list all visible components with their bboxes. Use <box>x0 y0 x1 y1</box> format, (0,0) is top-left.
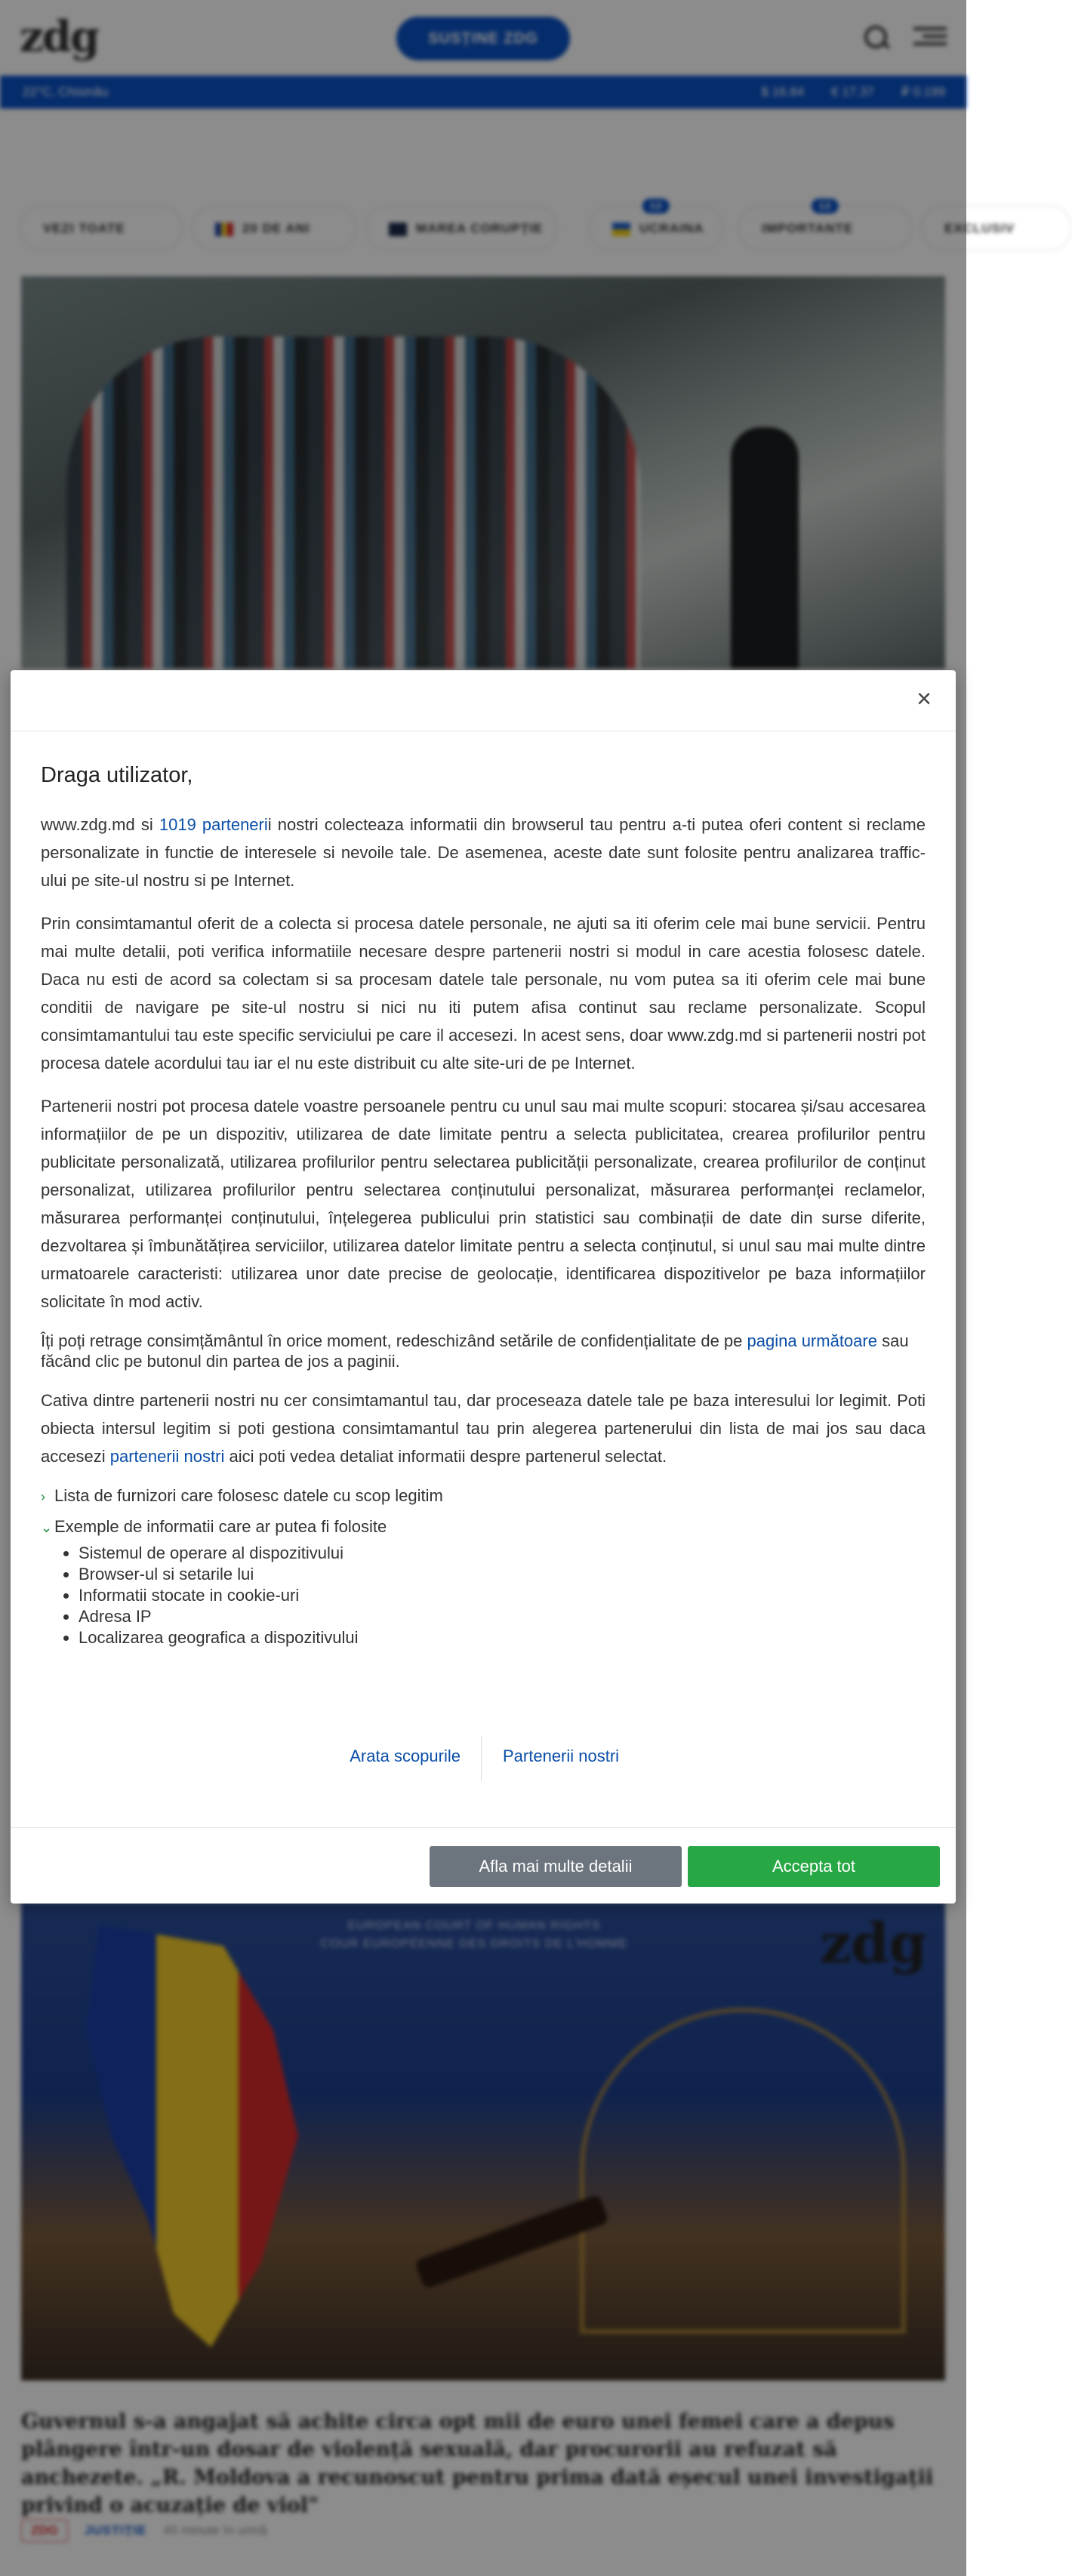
list-item: • Localizarea geografica a dispozitivului <box>79 1627 926 1648</box>
court-sign: EUROPEAN COURT OF HUMAN RIGHTS COUR EUROPÉENNE DES DROITS DE L'HOMME <box>320 1919 628 1950</box>
info-examples-toggle[interactable]: ⌄ Exemple de informatii care ar putea fi folosite <box>41 1516 926 1538</box>
modal-body <box>11 763 956 1648</box>
chip-exclusive[interactable]: EXCLUSIV <box>921 205 1072 251</box>
weather-text: 22°C, Chisinău <box>23 85 109 99</box>
consent-modal <box>11 670 956 1904</box>
consent-paragraph-1: www.zdg.md si 1019 partenerii nostri colecteaza informatii din browserul tau pentru a-ti putea oferi content si reclame personalizate in functie de interesele si nevoile tale. De asemenea, aceste date sunt folosite pentru analizarea traffic-ului pe site-ul nostru si pe Internet. <box>41 815 926 890</box>
list-item: • Sistemul de operare al dispozitivului <box>79 1543 926 1564</box>
close-icon[interactable]: × <box>916 685 932 713</box>
image-watermark-logo: zdg <box>820 1911 927 1975</box>
consent-paragraph-4: Îți poți retrage consimțământul în orice moment, redeschizând setările de confidențialitate de pe pagina următoare sau făcând clic pe butonul din partea de jos a paginii. <box>41 1331 909 1371</box>
next-page-link[interactable]: pagina următoare <box>747 1331 877 1350</box>
article-category[interactable]: JUSTIȚIE <box>84 2523 147 2538</box>
more-details-button[interactable]: Afla mai multe detalii <box>430 1846 682 1887</box>
consent-paragraph-5: Cativa dintre partenerii nostri nu cer consimtamantul tau, dar proceseaza datele tale pe baza interesului lor legimit. Poti obiecta intersul legitim si poti gestiona consimtamantul tau prin alegerea partenerului din lista de mai jos sau daca accesezi partenerii nostri aici poti vedea detaliat informatii despre partenerul selectat. <box>41 1391 926 1466</box>
rate-usd: $ 16.84 <box>761 85 805 99</box>
chevron-right-icon: › <box>41 1489 45 1504</box>
chip-badge: 12 <box>812 199 839 214</box>
accept-all-button[interactable]: Accepta tot <box>688 1846 940 1887</box>
support-button[interactable]: SUSȚINE ZDG <box>396 17 570 60</box>
modal-header <box>11 670 956 731</box>
chip-ukraine[interactable]: 12 UCRAINA <box>589 205 723 251</box>
modal-footer <box>11 1827 956 1904</box>
legitimate-vendors-toggle[interactable]: › Lista de furnizori care folosesc datele cu scop legitim <box>41 1485 926 1507</box>
consent-paragraph-3: Partenerii nostri pot procesa datele voastre persoanele pentru cu unul sau mai multe scopuri: stocarea și/sau accesarea informațiilor de pe un dispozitiv, utilizarea de date limitate pentru a selecta publicitatea, crearea profilurilor pentru publicitate personalizată, utilizarea profilurilor pentru selectarea publicității personalizate, crearea profilurilor de conținut personalizat, utilizarea profilurilor pentru selectarea conținutului personalizat, măsurarea performanței reclamelor, măsurarea performanței conținutului, înțelegerea publicului prin statistici sau combinații de date din surse diferite, dezvoltarea și îmbunătățirea serviciilor, utilizarea datelor limitate pentru a selecta conținutul, si unul sau mai multe dintre urmatoarele caracteristi: utilizarea unor date precise de geolocație, identificarea dispozitivelor pe baza informațiilor solicitate în mod activ. <box>41 1097 926 1311</box>
list-item: • Adresa IP <box>79 1606 926 1627</box>
our-partners-inline-link[interactable]: partenerii nostri <box>109 1447 225 1466</box>
show-purposes-link[interactable]: Arata scopurile <box>350 1747 461 1765</box>
article-time: 45 minute în urmă <box>163 2523 267 2538</box>
chip-corruption[interactable]: MAREA CORUPȚIE <box>365 205 557 251</box>
list-item: • Informatii stocate in cookie-uri <box>79 1585 926 1606</box>
chip-20-years[interactable]: 20 DE ANI <box>192 205 356 251</box>
article-tag[interactable]: ZDG <box>21 2519 68 2542</box>
article-headline[interactable]: Guvernul s-a angajat să achite circa opt mii de euro unei femei care a depus plângere într-un dosar de violență sexuală, dar procurorii au refuzat să anchezete. „R. Moldova a recunoscut pentru prima dată eșecul unei investigații privind o acuzație de viol" <box>21 2410 934 2517</box>
rate-rub: ₽ 0.199 <box>901 85 945 99</box>
modal-links-row <box>11 1736 956 1781</box>
list-item: • Browser-ul si setarile lui <box>79 1564 926 1585</box>
chip-badge: 12 <box>642 199 670 214</box>
rate-eur: € 17.37 <box>831 85 874 99</box>
site-logo[interactable]: zdg <box>20 12 99 62</box>
our-partners-link[interactable]: Partenerii nostri <box>503 1747 620 1765</box>
chevron-down-icon: ⌄ <box>41 1520 53 1535</box>
partners-count-link[interactable]: 1019 parteneri <box>159 815 268 834</box>
consent-paragraph-2: Prin consimtamantul oferit de a colecta si procesa datele personale, ne ajuti sa iti oferim cele mai bune servicii. Pentru mai multe detalii, poti verifica informatiile necesare despre partenerii nostri si modul in care acestia folosesc datele. Daca nu esti de acord sa colectam si sa procesam datele tale personale, nu vom putea sa iti oferim cele mai bune conditii de navigare pe site-ul nostru si nici nu iti putem afisa continut sau reclame personalizate. Scopul consimtamantului tau este specific serviciului pe care il accesezi. In acest sens, doar www.zdg.md si partenerii nostri pot procesa datele acordului tau iar el nu este distribuit cu alte site-uri de pe Internet. <box>41 914 926 1073</box>
info-examples-list <box>41 1543 926 1648</box>
chip-important[interactable]: 12 IMPORTANTE <box>738 205 912 251</box>
chip-all[interactable]: VEZI TOATE <box>20 205 183 251</box>
links-divider <box>481 1736 482 1781</box>
modal-title: Draga utilizator, <box>41 763 193 787</box>
